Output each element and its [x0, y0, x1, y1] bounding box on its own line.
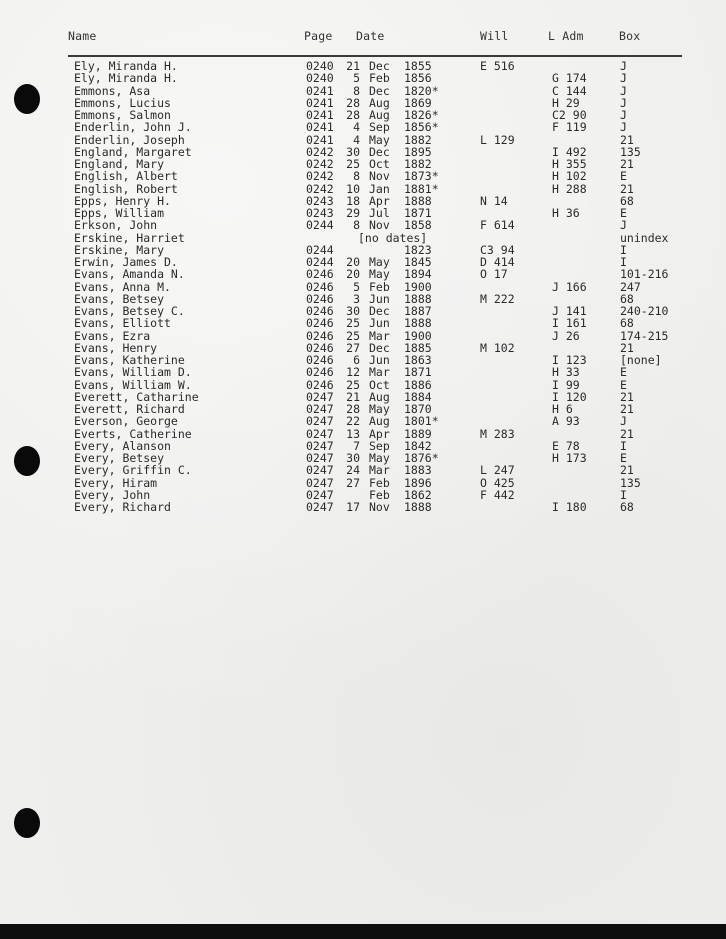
date-year: 1820* [404, 83, 439, 98]
date-day: 8 [353, 83, 360, 98]
cell-box: I [620, 242, 627, 257]
table-row [0, 170, 726, 182]
date-year: 1856 [404, 71, 432, 86]
date-year: 1884 [404, 389, 432, 404]
date-month: Feb [369, 475, 390, 490]
cell-box: I [620, 255, 627, 269]
column-header-name: Name [68, 29, 97, 43]
cell-box: J [620, 83, 627, 98]
date-day: 4 [353, 120, 360, 135]
cell-page: 0246 [306, 316, 334, 331]
cell-name: Epps, William [74, 206, 165, 220]
date-month: May [369, 267, 390, 282]
cell-page: 0242 [306, 169, 334, 184]
date-note: [no dates] [358, 230, 428, 245]
cell-name: English, Albert [74, 169, 178, 184]
cell-box: 21 [620, 340, 634, 355]
cell-box: 21 [620, 132, 634, 147]
cell-name: Evans, Henry [74, 340, 158, 355]
cell-page: 0247 [306, 475, 334, 490]
cell-l-adm: E 78 [552, 438, 580, 453]
cell-page: 0240 [306, 59, 334, 73]
date-year: 1873* [404, 169, 439, 184]
date-month: Jun [369, 353, 390, 367]
date-year: 1823 [404, 242, 432, 257]
date-day: 8 [353, 218, 360, 233]
table-row [0, 134, 726, 146]
date-year: 1881* [404, 181, 439, 196]
cell-l-adm: C 144 [552, 83, 587, 98]
cell-will: L 247 [480, 463, 515, 478]
date-month: Nov [369, 218, 390, 233]
cell-will: N 14 [480, 193, 508, 208]
date-day: 25 [346, 377, 360, 392]
cell-box: E [620, 451, 627, 465]
cell-page: 0242 [306, 144, 334, 159]
table-row [0, 317, 726, 329]
table-row [0, 268, 726, 280]
cell-page: 0247 [306, 500, 334, 514]
cell-page: 0247 [306, 451, 334, 465]
date-day: 18 [346, 193, 360, 208]
cell-box: 240-210 [620, 304, 669, 318]
date-day: 28 [346, 402, 360, 416]
cell-box: I [620, 438, 627, 453]
cell-l-adm: H 288 [552, 181, 587, 196]
date-month: Aug [369, 108, 390, 122]
table-row [0, 379, 726, 391]
cell-name: Emmons, Asa [74, 83, 151, 98]
cell-name: Evans, William W. [74, 377, 192, 392]
cell-l-adm: I 99 [552, 377, 580, 392]
cell-name: Ely, Miranda H. [74, 59, 178, 73]
cell-name: Ely, Miranda H. [74, 71, 178, 86]
cell-page: 0241 [306, 83, 334, 98]
date-year: 1896 [404, 475, 432, 490]
date-day: 13 [346, 426, 360, 441]
header-divider [68, 55, 682, 57]
cell-box: 174-215 [620, 328, 669, 343]
date-day: 21 [346, 389, 360, 404]
cell-box: 68 [620, 316, 634, 331]
cell-page: 0244 [306, 218, 334, 233]
cell-page: 0246 [306, 340, 334, 355]
date-month: Apr [369, 426, 390, 441]
date-day: 30 [346, 144, 360, 159]
cell-name: Evans, Anna M. [74, 279, 171, 294]
date-month: Oct [369, 377, 390, 392]
cell-l-adm: G 174 [552, 71, 587, 86]
cell-box: 68 [620, 500, 634, 514]
cell-box: J [620, 218, 627, 233]
cell-box: E [620, 206, 627, 220]
table-row [0, 477, 726, 489]
cell-l-adm: H 355 [552, 157, 587, 171]
table-row [0, 464, 726, 476]
cell-name: Erkson, John [74, 218, 158, 233]
cell-page: 0242 [306, 157, 334, 171]
cell-name: Every, Betsey [74, 451, 165, 465]
cell-l-adm: I 492 [552, 144, 587, 159]
cell-l-adm: H 102 [552, 169, 587, 184]
cell-page: 0242 [306, 181, 334, 196]
date-month: Jan [369, 181, 390, 196]
cell-l-adm: F 119 [552, 120, 587, 135]
cell-page: 0244 [306, 242, 334, 257]
cell-box: 68 [620, 193, 634, 208]
cell-name: Erskine, Harriet [74, 230, 185, 245]
date-year: 1894 [404, 267, 432, 282]
cell-page: 0247 [306, 414, 334, 429]
cell-will: F 614 [480, 218, 515, 233]
cell-box: 21 [620, 389, 634, 404]
table-body [0, 60, 726, 513]
date-month: Nov [369, 169, 390, 184]
date-month: Jun [369, 316, 390, 331]
cell-name: Every, Richard [74, 500, 171, 514]
date-year: 1801* [404, 414, 439, 429]
date-day: 28 [346, 95, 360, 110]
date-year: 1826* [404, 108, 439, 122]
date-day: 21 [346, 59, 360, 73]
table-row [0, 183, 726, 195]
date-month: May [369, 255, 390, 269]
cell-box: J [620, 108, 627, 122]
column-header-date: Date [356, 29, 385, 43]
date-day: 7 [353, 438, 360, 453]
cell-l-adm: J 26 [552, 328, 580, 343]
date-year: 1862 [404, 487, 432, 502]
cell-page: 0246 [306, 328, 334, 343]
cell-page: 0247 [306, 487, 334, 502]
cell-name: Evans, Betsey [74, 291, 165, 306]
date-day: 20 [346, 267, 360, 282]
date-year: 1900 [404, 328, 432, 343]
date-year: 1871 [404, 365, 432, 380]
date-day: 30 [346, 451, 360, 465]
table-row [0, 219, 726, 231]
cell-name: Every, Griffin C. [74, 463, 192, 478]
cell-name: Erskine, Mary [74, 242, 165, 257]
date-month: Jul [369, 206, 390, 220]
cell-box: 247 [620, 279, 641, 294]
cell-l-adm: H 6 [552, 402, 573, 416]
cell-name: English, Robert [74, 181, 178, 196]
date-month: Aug [369, 95, 390, 110]
cell-page: 0247 [306, 463, 334, 478]
cell-page: 0246 [306, 279, 334, 294]
cell-l-adm: C2 90 [552, 108, 587, 122]
cell-box: E [620, 365, 627, 380]
date-month: Jun [369, 291, 390, 306]
date-year: 1855 [404, 59, 432, 73]
column-header-box: Box [619, 29, 641, 43]
cell-page: 0246 [306, 365, 334, 380]
cell-box: 135 [620, 475, 641, 490]
cell-will: D 414 [480, 255, 515, 269]
cell-box: E [620, 377, 627, 392]
date-month: Mar [369, 365, 390, 380]
cell-box: 101-216 [620, 267, 669, 282]
cell-page: 0247 [306, 438, 334, 453]
date-month: Dec [369, 144, 390, 159]
date-year: 1883 [404, 463, 432, 478]
cell-name: Everett, Catharine [74, 389, 199, 404]
cell-will: M 102 [480, 340, 515, 355]
cell-name: Everett, Richard [74, 402, 185, 416]
cell-box: 21 [620, 181, 634, 196]
cell-will: E 516 [480, 59, 515, 73]
cell-l-adm: I 120 [552, 389, 587, 404]
date-year: 1870 [404, 402, 432, 416]
cell-page: 0246 [306, 377, 334, 392]
cell-l-adm: J 166 [552, 279, 587, 294]
table-row [0, 415, 726, 427]
date-year: 1845 [404, 255, 432, 269]
table-row [0, 428, 726, 440]
cell-name: Evans, Betsey C. [74, 304, 185, 318]
date-month: May [369, 132, 390, 147]
date-month: Sep [369, 120, 390, 135]
cell-will: C3 94 [480, 242, 515, 257]
cell-box: J [620, 59, 627, 73]
cell-l-adm: H 36 [552, 206, 580, 220]
cell-page: 0246 [306, 267, 334, 282]
cell-box: J [620, 120, 627, 135]
date-day: 5 [353, 279, 360, 294]
date-month: Feb [369, 279, 390, 294]
date-day: 27 [346, 340, 360, 355]
date-day: 24 [346, 463, 360, 478]
date-day: 25 [346, 316, 360, 331]
cell-box: 21 [620, 402, 634, 416]
date-month: Dec [369, 304, 390, 318]
cell-name: Evans, William D. [74, 365, 192, 380]
date-month: Feb [369, 487, 390, 502]
cell-l-adm: H 29 [552, 95, 580, 110]
cell-box: unindex [620, 230, 669, 245]
date-day: 10 [346, 181, 360, 196]
cell-page: 0247 [306, 402, 334, 416]
cell-box: E [620, 169, 627, 184]
cell-name: Every, Alanson [74, 438, 171, 453]
date-day: 29 [346, 206, 360, 220]
date-month: Dec [369, 83, 390, 98]
cell-page: 0243 [306, 193, 334, 208]
table-row [0, 72, 726, 84]
date-year: 1882 [404, 132, 432, 147]
cell-name: Epps, Henry H. [74, 193, 171, 208]
cell-page: 0244 [306, 255, 334, 269]
cell-l-adm: A 93 [552, 414, 580, 429]
date-day: 25 [346, 328, 360, 343]
table-row [0, 85, 726, 97]
cell-page: 0241 [306, 120, 334, 135]
date-year: 1863 [404, 353, 432, 367]
cell-page: 0243 [306, 206, 334, 220]
cell-box: J [620, 71, 627, 86]
date-day: 8 [353, 169, 360, 184]
date-day: 4 [353, 132, 360, 147]
table-row [0, 330, 726, 342]
cell-box: 68 [620, 291, 634, 306]
cell-name: Everson, George [74, 414, 178, 429]
date-day: 5 [353, 71, 360, 86]
date-year: 1842 [404, 438, 432, 453]
cell-name: Evans, Elliott [74, 316, 171, 331]
cell-page: 0247 [306, 389, 334, 404]
cell-page: 0246 [306, 304, 334, 318]
cell-page: 0240 [306, 71, 334, 86]
column-header-page: Page [304, 29, 333, 43]
cell-name: Enderlin, Joseph [74, 132, 185, 147]
cell-name: England, Margaret [74, 144, 192, 159]
cell-name: Enderlin, John J. [74, 120, 192, 135]
cell-box: J [620, 95, 627, 110]
date-month: Feb [369, 71, 390, 86]
cell-name: Evans, Katherine [74, 353, 185, 367]
cell-box: J [620, 414, 627, 429]
cell-l-adm: J 141 [552, 304, 587, 318]
date-day: 28 [346, 108, 360, 122]
date-day: 25 [346, 157, 360, 171]
date-month: May [369, 451, 390, 465]
date-year: 1889 [404, 426, 432, 441]
date-day: 12 [346, 365, 360, 380]
date-month: Aug [369, 414, 390, 429]
cell-box: 21 [620, 463, 634, 478]
date-day: 3 [353, 291, 360, 306]
cell-page: 0246 [306, 353, 334, 367]
cell-name: England, Mary [74, 157, 165, 171]
cell-l-adm: I 180 [552, 500, 587, 514]
cell-box: 21 [620, 157, 634, 171]
cell-name: Emmons, Lucius [74, 95, 171, 110]
column-header-l-adm: L Adm [548, 29, 584, 43]
date-year: 1888 [404, 291, 432, 306]
cell-l-adm: I 161 [552, 316, 587, 331]
date-year: 1888 [404, 500, 432, 514]
date-year: 1885 [404, 340, 432, 355]
cell-page: 0241 [306, 95, 334, 110]
table-row [0, 232, 726, 244]
date-month: Aug [369, 389, 390, 404]
table-row [0, 121, 726, 133]
date-month: Oct [369, 157, 390, 171]
date-month: May [369, 402, 390, 416]
cell-l-adm: H 33 [552, 365, 580, 380]
date-year: 1856* [404, 120, 439, 135]
date-day: 27 [346, 475, 360, 490]
table-header [0, 29, 726, 45]
cell-page: 0241 [306, 108, 334, 122]
date-day: 30 [346, 304, 360, 318]
cell-name: Erwin, James D. [74, 255, 178, 269]
date-day: 20 [346, 255, 360, 269]
date-year: 1858 [404, 218, 432, 233]
cell-page: 0247 [306, 426, 334, 441]
date-month: Dec [369, 340, 390, 355]
cell-will: O 17 [480, 267, 508, 282]
table-row [0, 366, 726, 378]
date-month: Sep [369, 438, 390, 453]
date-month: Mar [369, 328, 390, 343]
cell-box: 21 [620, 426, 634, 441]
date-year: 1895 [404, 144, 432, 159]
punch-hole [14, 808, 40, 838]
cell-box: [none] [620, 353, 662, 367]
date-year: 1876* [404, 451, 439, 465]
date-day: 6 [353, 353, 360, 367]
cell-will: O 425 [480, 475, 515, 490]
date-year: 1886 [404, 377, 432, 392]
column-header-will: Will [480, 29, 509, 43]
cell-box: 135 [620, 144, 641, 159]
cell-page: 0241 [306, 132, 334, 147]
date-month: Dec [369, 59, 390, 73]
date-year: 1887 [404, 304, 432, 318]
cell-box: I [620, 487, 627, 502]
date-day: 17 [346, 500, 360, 514]
date-year: 1900 [404, 279, 432, 294]
cell-name: Evans, Ezra [74, 328, 151, 343]
cell-will: F 442 [480, 487, 515, 502]
cell-name: Every, Hiram [74, 475, 158, 490]
date-day: 22 [346, 414, 360, 429]
cell-name: Emmons, Salmon [74, 108, 171, 122]
table-row [0, 281, 726, 293]
cell-l-adm: H 173 [552, 451, 587, 465]
date-year: 1888 [404, 193, 432, 208]
date-year: 1869 [404, 95, 432, 110]
cell-page: 0246 [306, 291, 334, 306]
cell-name: Everts, Catherine [74, 426, 192, 441]
cell-l-adm: I 123 [552, 353, 587, 367]
table-row [0, 501, 726, 513]
date-year: 1888 [404, 316, 432, 331]
cell-will: L 129 [480, 132, 515, 147]
cell-name: Every, John [74, 487, 151, 502]
date-month: Mar [369, 463, 390, 478]
date-month: Apr [369, 193, 390, 208]
date-year: 1882 [404, 157, 432, 171]
date-month: Nov [369, 500, 390, 514]
date-year: 1871 [404, 206, 432, 220]
cell-will: M 283 [480, 426, 515, 441]
cell-will: M 222 [480, 291, 515, 306]
cell-name: Evans, Amanda N. [74, 267, 185, 282]
scan-bottom-edge [0, 924, 726, 939]
